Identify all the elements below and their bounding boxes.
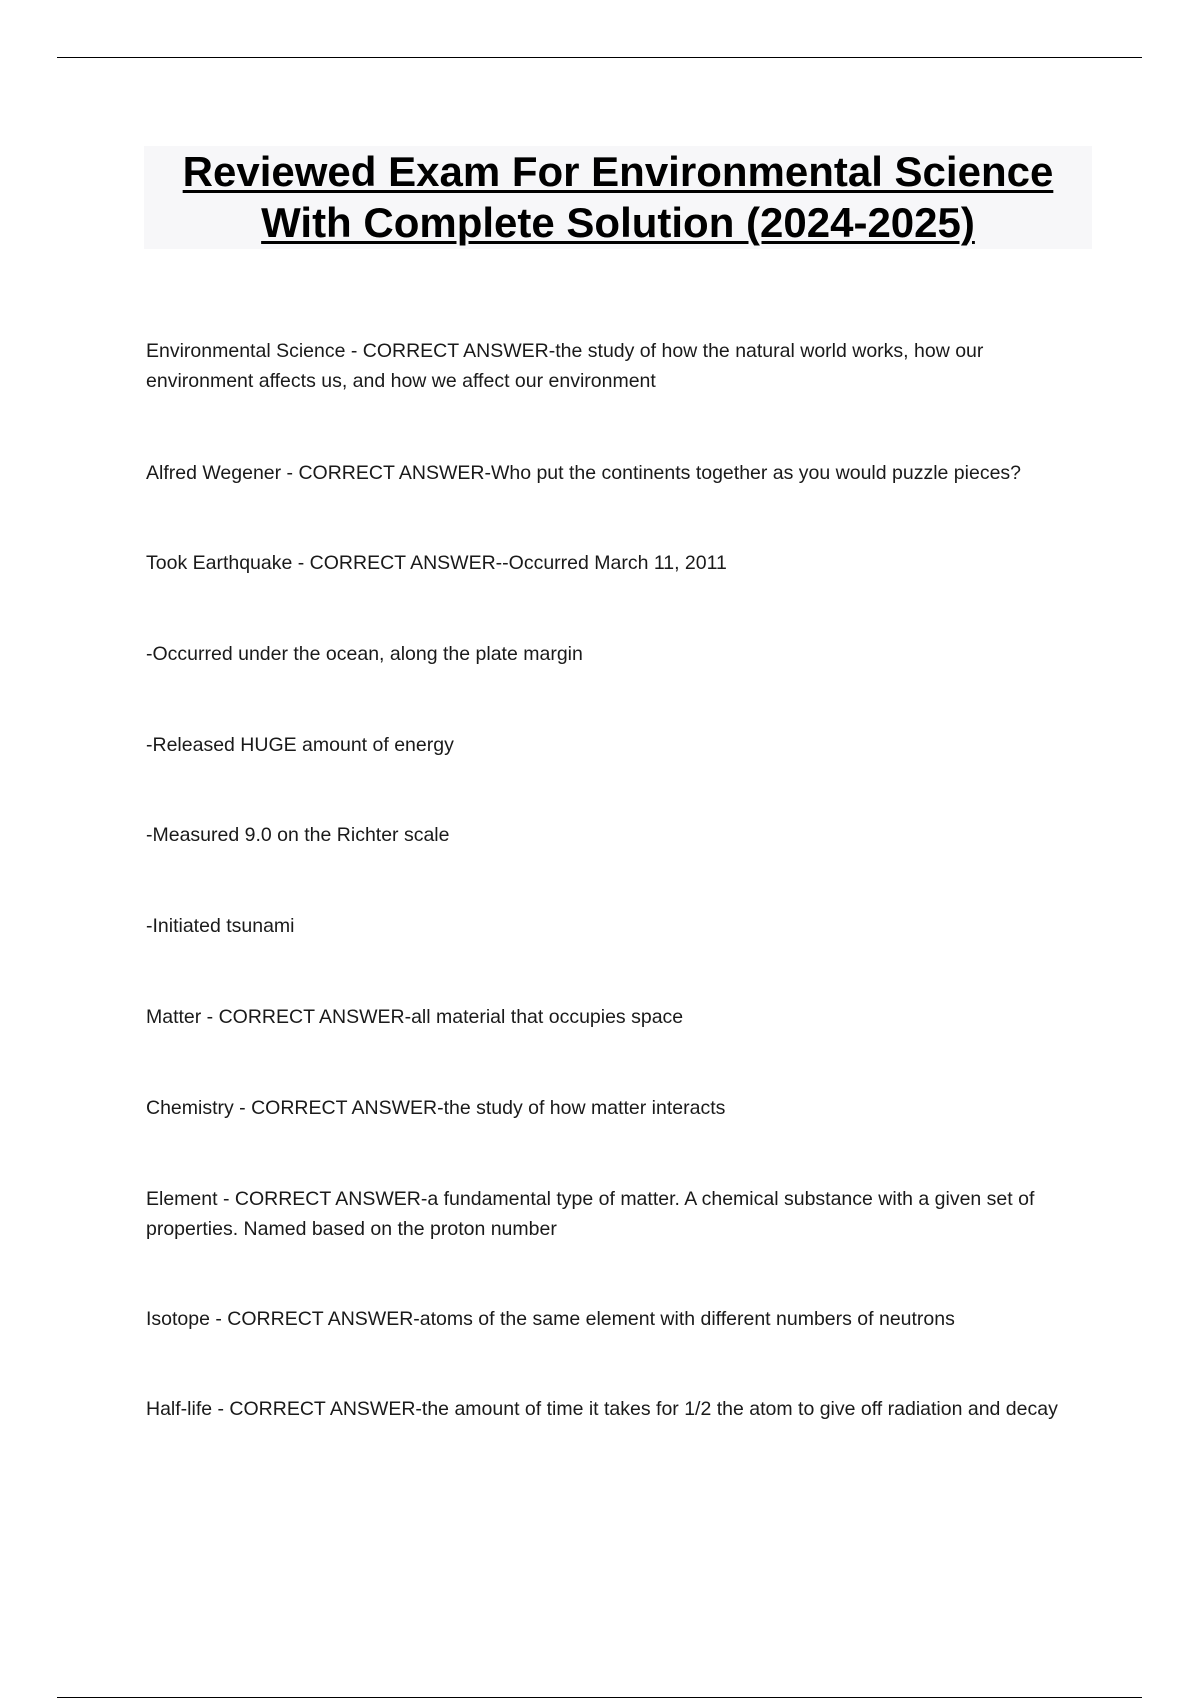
list-item: -Released HUGE amount of energy xyxy=(146,734,454,756)
list-item: -Occurred under the ocean, along the plate margin xyxy=(146,643,583,665)
title-line-2: With Complete Solution (2024-2025) xyxy=(261,199,975,246)
top-rule xyxy=(57,57,1142,58)
list-item: Matter - CORRECT ANSWER-all material that occupies space xyxy=(146,1006,684,1028)
list-item: Element - CORRECT ANSWER-a fundamental type of matter. A chemical substance with a given set of properties. Named based on the proton number xyxy=(146,1188,1035,1240)
list-item: Chemistry - CORRECT ANSWER-the study of how matter interacts xyxy=(146,1097,726,1119)
list-item: Environmental Science - CORRECT ANSWER-the study of how the natural world works, how our environment affects us, and how we affect our environment xyxy=(146,340,984,392)
list-item: -Initiated tsunami xyxy=(146,915,295,937)
list-item: Half-life - CORRECT ANSWER-the amount of time it takes for 1/2 the atom to give off radiation and decay xyxy=(146,1398,1058,1420)
list-item: Alfred Wegener - CORRECT ANSWER-Who put the continents together as you would puzzle pieces? xyxy=(146,462,1022,484)
title-line-1: Reviewed Exam For Environmental Science xyxy=(182,148,1054,195)
list-item: Took Earthquake - CORRECT ANSWER--Occurred March 11, 2011 xyxy=(146,552,727,574)
list-item: -Measured 9.0 on the Richter scale xyxy=(146,824,450,846)
bottom-rule xyxy=(57,1697,1142,1698)
list-item: Isotope - CORRECT ANSWER-atoms of the same element with different numbers of neutrons xyxy=(146,1308,955,1330)
document-title xyxy=(144,146,1092,249)
